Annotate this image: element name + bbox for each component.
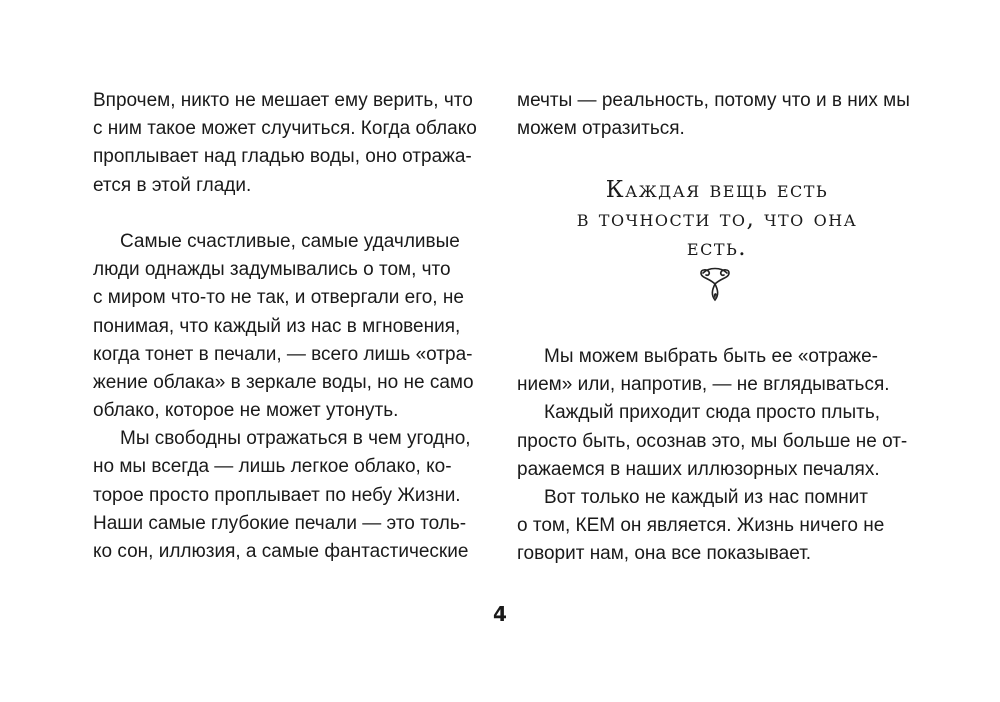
right-column-top <box>517 87 917 143</box>
paragraph-gap <box>93 200 493 228</box>
quote-line: есть. <box>686 235 748 261</box>
text-line: когда тонет в печали, — всего лишь «отра- <box>93 343 473 365</box>
text-line: Наши самые глубокие печали — это толь- <box>93 512 467 534</box>
text-line: Впрочем, никто не мешает ему верить, что <box>93 90 473 111</box>
right-column-body <box>517 343 917 569</box>
text-line: нием» или, напротив, — не вглядываться. <box>517 374 890 396</box>
text-line: проплывает над гладью воды, оно отража- <box>93 146 472 168</box>
paragraph <box>517 399 917 484</box>
paragraph <box>93 228 493 425</box>
text-line: ется в этой глади. <box>93 174 252 196</box>
text-line: Вот только не каждый из нас помнит <box>544 486 868 508</box>
paragraph <box>93 425 493 566</box>
text-line: Каждый приходит сюда просто плыть, <box>544 402 880 424</box>
text-line: люди однажды задумывались о том, что <box>93 259 451 281</box>
text-line: с миром что-то не так, и отвергали его, не <box>93 287 464 309</box>
text-line: мечты — реальность, потому что и в них мы <box>517 90 910 111</box>
text-line: ражаемся в наших иллюзорных печалях. <box>517 458 880 480</box>
page-number: 4 <box>493 602 507 626</box>
triquetra-ornament-icon <box>695 264 735 304</box>
text-line: жение облака» в зеркале воды, но не само <box>93 371 474 393</box>
pull-quote <box>517 176 917 263</box>
left-column <box>93 87 493 566</box>
text-line: Самые счастливые, самые удачливые <box>120 230 460 252</box>
paragraph <box>517 87 917 143</box>
paragraph <box>517 484 917 569</box>
text-line: но мы всегда — лишь легкое облако, ко- <box>93 456 452 478</box>
text-line: понимая, что каждый из нас в мгновения, <box>93 315 461 337</box>
text-line: просто быть, осознав это, мы больше не от- <box>517 430 908 452</box>
text-line: с ним такое может случиться. Когда облако <box>93 118 477 140</box>
text-line: торое просто проплывает по небу Жизни. <box>93 484 461 506</box>
text-line: Мы свободны отражаться в чем угодно, <box>120 428 471 450</box>
text-line: облако, которое не может утонуть. <box>93 400 399 422</box>
quote-line: Каждая вещь есть <box>605 177 829 203</box>
text-line: о том, КЕМ он является. Жизнь ничего не <box>517 515 885 537</box>
text-line: можем отразиться. <box>517 118 685 140</box>
text-line: Мы можем выбрать быть ее «отраже- <box>544 346 879 367</box>
text-line: говорит нам, она все показывает. <box>517 543 812 565</box>
paragraph <box>517 343 917 399</box>
paragraph <box>93 87 493 200</box>
text-line: ко сон, иллюзия, а самые фантастические <box>93 541 469 562</box>
quote-line: в точности то, что она <box>576 206 858 232</box>
